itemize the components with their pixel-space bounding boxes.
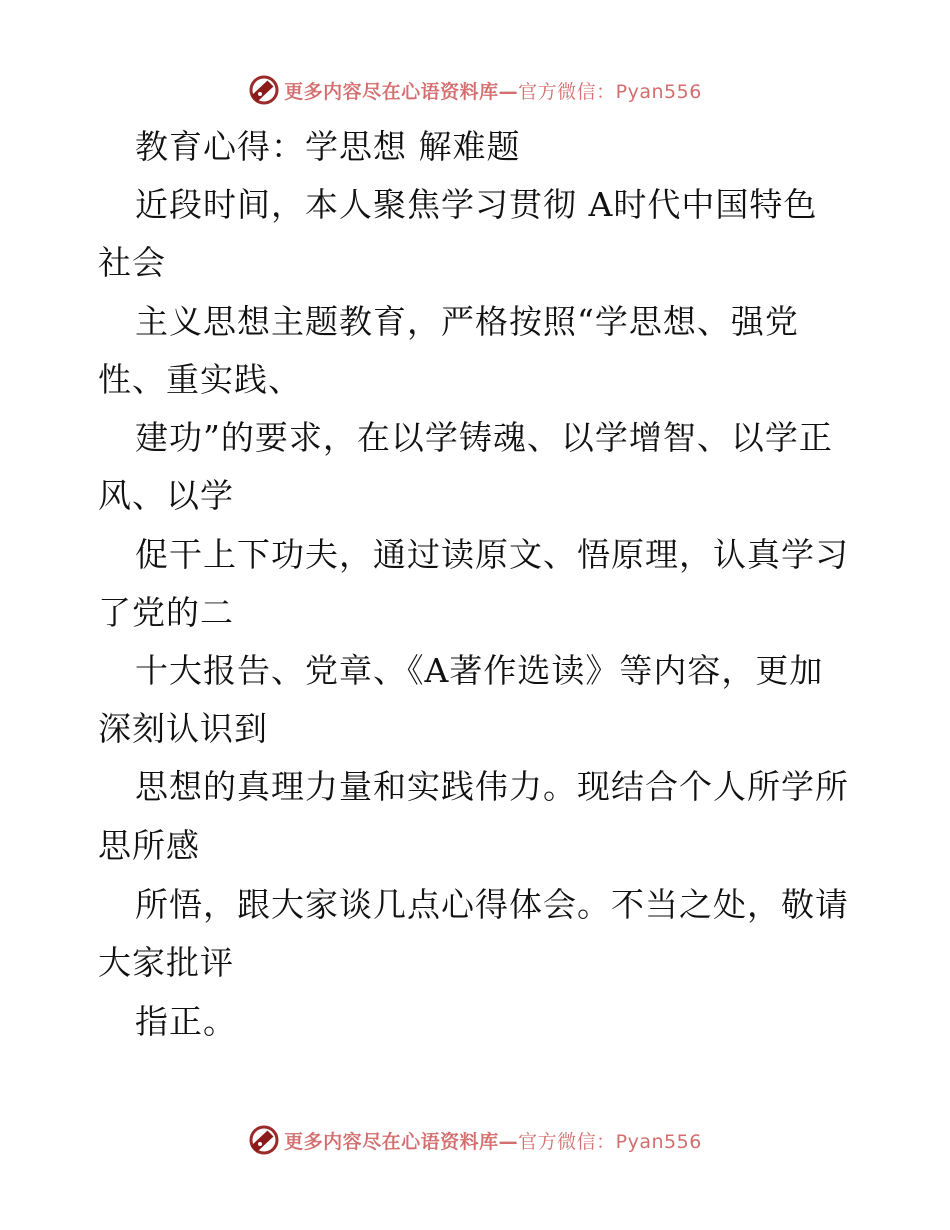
paragraph-line-13: 所悟，跟大家谈几点心得体会。不当之处，敬请	[135, 885, 849, 924]
paragraph-line-9: 十大报告、党章、《A著作选读》等内容，更加	[135, 651, 824, 690]
paragraph-line-3: 主义思想主题教育，严格按照“学思想、强党	[135, 302, 799, 341]
paragraph-line-7: 促干上下功夫，通过读原文、悟原理，认真学习	[135, 535, 849, 574]
paragraph-line-2: 社会	[98, 243, 166, 282]
document-title: 教育心得：学思想 解难题	[135, 127, 521, 166]
header-wechat-text: 官方微信：Pyan556	[518, 80, 702, 103]
footer-banner	[0, 1120, 950, 1160]
footer-wechat-text: 官方微信：Pyan556	[518, 1130, 702, 1153]
paragraph-line-4: 性、重实践、	[98, 360, 302, 399]
paragraph-line-11: 思想的真理力量和实践伟力。现结合个人所学所	[135, 767, 849, 806]
pen-logo-icon	[248, 1124, 280, 1156]
paragraph-line-6: 风、以学	[98, 476, 234, 515]
paragraph-line-1: 近段时间，本人聚焦学习贯彻 A时代中国特色	[135, 185, 818, 224]
header-dash: —	[498, 80, 519, 103]
paragraph-line-12: 思所感	[98, 826, 200, 865]
paragraph-line-15: 指正。	[135, 1002, 237, 1041]
header-site-text: 更多内容尽在心语资料库	[284, 80, 499, 103]
footer-site-text: 更多内容尽在心语资料库	[284, 1130, 499, 1153]
paragraph-line-5: 建功”的要求，在以学铸魂、以学增智、以学正	[135, 418, 833, 457]
paragraph-line-8: 了党的二	[98, 593, 234, 632]
paragraph-line-14: 大家批评	[98, 943, 234, 982]
footer-dash: —	[498, 1130, 519, 1153]
paragraph-line-10: 深刻认识到	[98, 709, 268, 748]
footer-banner-text	[284, 1127, 702, 1154]
